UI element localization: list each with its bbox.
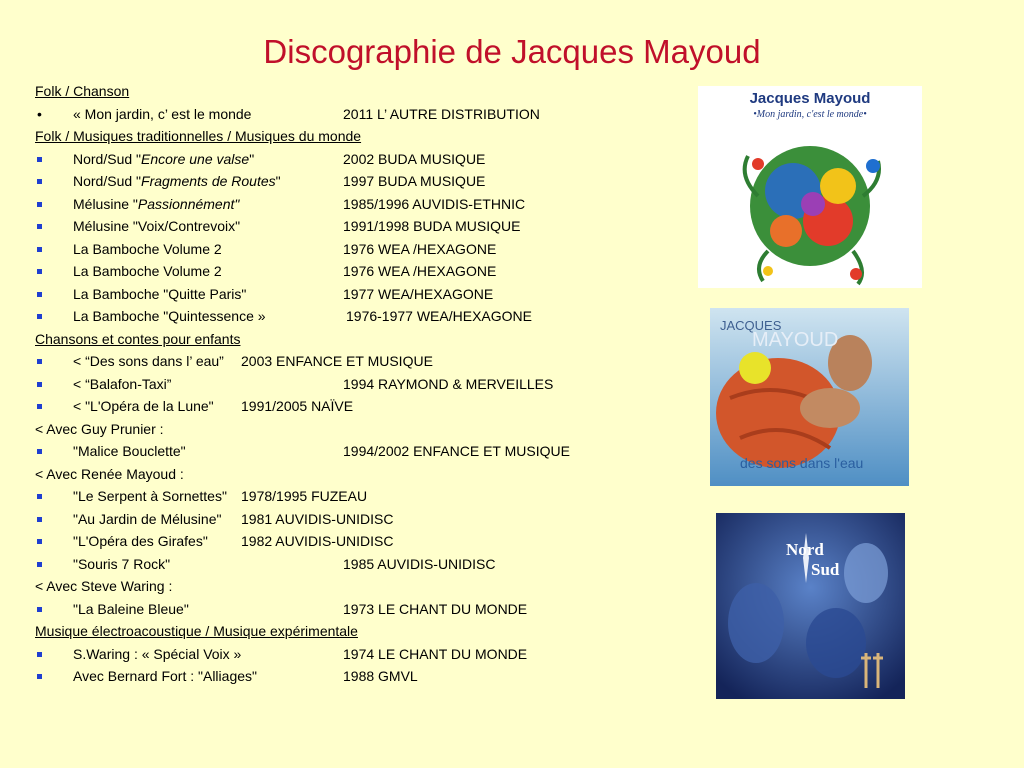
album-title-text: < "L'Opéra de la Lune"	[73, 398, 214, 414]
album-title	[73, 667, 257, 685]
album-title	[73, 307, 266, 325]
album-title-text: "Malice Bouclette"	[73, 443, 186, 459]
square-bullet-icon	[37, 517, 42, 522]
release-info: 1973 LE CHANT DU MONDE	[343, 600, 528, 617]
list-item	[35, 420, 695, 443]
release-info: 1981 AUVIDIS-UNIDISC	[241, 510, 394, 527]
list-item	[35, 465, 695, 488]
square-bullet-icon	[37, 674, 42, 679]
cover2-line1: JACQUES	[720, 318, 782, 333]
list-item	[35, 285, 695, 308]
album-title	[73, 105, 251, 123]
discography-list	[35, 82, 695, 690]
album-title	[73, 375, 171, 393]
section-heading: Folk / Musiques traditionnelles / Musiques du monde	[35, 128, 362, 144]
square-bullet-icon	[37, 179, 42, 184]
album-title-text: La Bamboche Volume 2	[73, 263, 222, 279]
square-bullet-icon	[37, 224, 42, 229]
album-title-text: Nord/Sud "	[73, 173, 142, 189]
section-heading: Folk / Chanson	[35, 83, 130, 99]
release-info: 2002 BUDA MUSIQUE	[343, 150, 486, 167]
square-bullet-icon	[37, 247, 42, 252]
album-title	[73, 487, 227, 505]
album-title	[73, 150, 254, 168]
album-title-italic: Encore une valse	[141, 150, 250, 167]
album-title	[73, 285, 246, 303]
release-info: 1997 BUDA MUSIQUE	[343, 173, 486, 189]
album-title-text: "L'Opéra des Girafes"	[73, 533, 208, 549]
list-item	[35, 240, 695, 263]
square-bullet-icon	[37, 449, 42, 454]
square-bullet-icon	[37, 382, 42, 387]
release-info: 1976-1977 WEA/HEXAGONE	[346, 308, 532, 324]
album-title	[73, 217, 240, 235]
album-title-text: "La Baleine Bleue"	[73, 600, 189, 617]
list-item	[35, 555, 695, 578]
release-info: 1974 LE CHANT DU MONDE	[343, 645, 528, 662]
album-title-text: Mélusine "Voix/Contrevoix"	[73, 218, 241, 234]
collaboration-label: < Avec Renée Mayoud :	[35, 465, 184, 482]
album-title	[73, 532, 208, 550]
album-title-text: "Le Serpent à Sornettes"	[73, 488, 227, 504]
album-cover-mon-jardin	[698, 86, 922, 288]
release-info: 1985 AUVIDIS-UNIDISC	[343, 555, 496, 572]
album-title	[73, 510, 221, 528]
collaboration-label: < Avec Guy Prunier :	[35, 420, 164, 437]
square-bullet-icon	[37, 359, 42, 364]
section-heading: Musique électroacoustique / Musique expérimentale	[35, 623, 358, 639]
album-title	[73, 555, 170, 573]
list-item	[35, 645, 695, 668]
release-info: 1976 WEA /HEXAGONE	[343, 263, 497, 279]
release-info: 2003 ENFANCE ET MUSIQUE	[241, 353, 433, 369]
square-bullet-icon	[37, 157, 42, 162]
list-item	[35, 375, 695, 398]
album-title	[73, 397, 214, 415]
list-item	[35, 667, 695, 690]
list-item	[35, 150, 695, 173]
list-item	[35, 397, 695, 420]
release-info: 1994 RAYMOND & MERVEILLES	[343, 375, 554, 392]
list-item	[35, 622, 695, 645]
album-title-text: La Bamboche Volume 2	[73, 240, 222, 257]
musicians-artwork-icon	[716, 513, 905, 699]
album-title-suffix: "	[249, 150, 255, 167]
album-title-suffix: "	[275, 173, 281, 189]
square-bullet-icon	[37, 269, 42, 274]
cover2-album: des sons dans l'eau	[740, 455, 864, 471]
list-item	[35, 262, 695, 285]
album-title-text: "Souris 7 Rock"	[73, 555, 171, 572]
album-title-text: « Mon jardin, c’ est le monde	[73, 105, 252, 122]
square-bullet-icon	[37, 562, 42, 567]
square-bullet-icon	[37, 314, 42, 319]
section-heading: Chansons et contes pour enfants	[35, 330, 241, 347]
album-cover-des-sons-dans-leau	[710, 308, 909, 486]
album-title-text: Avec Bernard Fort : "Alliages"	[73, 668, 257, 684]
square-bullet-icon	[37, 404, 42, 409]
release-info: 2011 L’ AUTRE DISTRIBUTION	[343, 105, 540, 122]
list-item	[35, 307, 695, 330]
square-bullet-icon	[37, 202, 42, 207]
album-title	[73, 600, 189, 618]
square-bullet-icon	[37, 652, 42, 657]
list-item	[35, 172, 695, 195]
release-info: 1982 AUVIDIS-UNIDISC	[241, 533, 394, 549]
album-title-italic: Passionnément"	[137, 195, 240, 212]
album-title-text: "Au Jardin de Mélusine"	[73, 510, 222, 527]
collaboration-label: < Avec Steve Waring :	[35, 578, 173, 594]
release-info: 1976 WEA /HEXAGONE	[343, 240, 497, 257]
release-info: 1985/1996 AUVIDIS-ETHNIC	[343, 195, 526, 212]
album-title	[73, 262, 222, 280]
album-title-text: Mélusine "	[73, 195, 138, 212]
list-item	[35, 510, 695, 533]
cover3-line1: Nord	[786, 540, 824, 559]
list-item	[35, 487, 695, 510]
album-title-text: S.Waring : « Spécial Voix »	[73, 645, 242, 662]
album-cover-nord-sud	[716, 513, 905, 699]
globe-artwork-icon	[698, 86, 922, 288]
list-item	[35, 217, 695, 240]
release-info: 1994/2002 ENFANCE ET MUSIQUE	[343, 443, 570, 459]
square-bullet-icon	[37, 292, 42, 297]
album-title	[73, 172, 281, 190]
release-info: 1988 GMVL	[343, 668, 418, 684]
album-title-text: Nord/Sud "	[73, 150, 142, 167]
album-title	[73, 240, 222, 258]
list-item	[35, 127, 695, 150]
album-title-italic: Fragments de Routes	[141, 173, 276, 189]
cover2-line2: MAYOUD	[752, 329, 839, 351]
album-title	[73, 195, 239, 213]
release-info: 1977 WEA/HEXAGONE	[343, 285, 494, 302]
list-item	[35, 577, 695, 600]
album-title	[73, 352, 224, 370]
release-info: 1991/2005 NAÏVE	[241, 398, 354, 414]
release-info: 1978/1995 FUZEAU	[241, 488, 368, 504]
album-title-text: La Bamboche "Quitte Paris"	[73, 285, 247, 302]
album-title-text: < “Des sons dans l’ eau”	[73, 353, 224, 369]
round-bullet-icon: •	[37, 105, 42, 122]
album-title-text: < “Balafon-Taxi”	[73, 375, 172, 392]
album-title	[73, 645, 241, 663]
list-item	[35, 600, 695, 623]
square-bullet-icon	[37, 539, 42, 544]
page-title: Discographie de Jacques Mayoud	[263, 33, 761, 70]
ball-swimmer-artwork-icon	[710, 308, 909, 486]
list-item	[35, 532, 695, 555]
list-item	[35, 82, 695, 105]
cover1-album: •Mon jardin, c'est le monde•	[753, 109, 867, 120]
album-title	[73, 442, 186, 460]
album-title-text: La Bamboche "Quintessence »	[73, 308, 266, 324]
square-bullet-icon	[37, 494, 42, 499]
list-item	[35, 195, 695, 218]
cover1-artist: Jacques Mayoud	[749, 90, 871, 107]
list-item	[35, 352, 695, 375]
cover3-line2: Sud	[811, 560, 840, 579]
square-bullet-icon	[37, 607, 42, 612]
list-item	[35, 442, 695, 465]
list-item	[35, 330, 695, 353]
list-item	[35, 105, 695, 128]
release-info: 1991/1998 BUDA MUSIQUE	[343, 218, 521, 234]
